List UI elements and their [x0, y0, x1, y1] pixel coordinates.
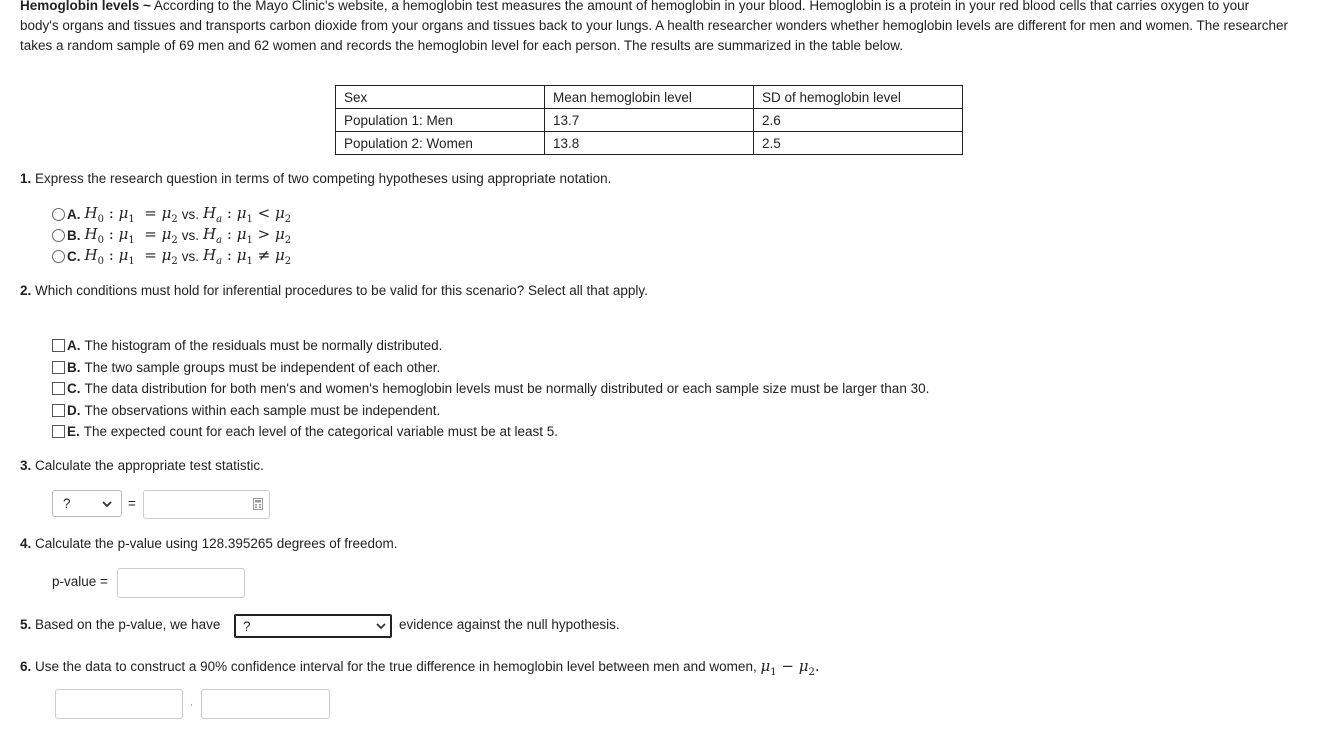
- vs-text: vs.: [181, 207, 200, 222]
- table-cell: 13.7: [545, 109, 754, 132]
- operator: >: [257, 225, 271, 243]
- question-text: Express the research question in terms of two competing hypotheses using appropriate notation.: [31, 171, 612, 186]
- question-number: 4.: [20, 536, 32, 551]
- ci-separator: ,: [190, 697, 193, 708]
- evidence-select[interactable]: [234, 614, 392, 638]
- ci-lower-input[interactable]: [55, 689, 183, 719]
- table-cell: Population 1: Men: [336, 109, 545, 132]
- select-value: ?: [243, 618, 251, 634]
- select-value: ?: [63, 496, 71, 511]
- option-text: The observations within each sample must be independent.: [84, 403, 441, 418]
- q2-option-a[interactable]: [52, 335, 442, 356]
- q2-option-e[interactable]: [52, 421, 558, 442]
- table-cell: 13.8: [545, 132, 754, 155]
- question-text: Which conditions must hold for inferential procedures to be valid for this scenario? Select all that apply.: [31, 283, 648, 298]
- intro-paragraph: [20, 0, 1290, 56]
- q1-option-b[interactable]: [52, 225, 291, 246]
- option-letter: E.: [67, 424, 80, 439]
- q2-option-d[interactable]: [52, 400, 440, 421]
- table-header-cell: Sex: [336, 86, 545, 109]
- table-header-row: [336, 86, 963, 109]
- checkbox[interactable]: [52, 382, 65, 395]
- question-6: [20, 657, 820, 678]
- p-value-label: p-value =: [52, 574, 108, 589]
- question-text: Calculate the appropriate test statistic.: [31, 458, 264, 473]
- radio-button[interactable]: [52, 229, 65, 242]
- question-number: 5.: [20, 617, 32, 632]
- q1-option-c[interactable]: [52, 246, 291, 267]
- checkbox[interactable]: [52, 361, 65, 374]
- ci-upper-input[interactable]: [201, 689, 330, 719]
- question-text: Based on the p-value, we have: [31, 617, 221, 632]
- hypothesis-expression: $H_0$ : $\mu_1 = \mu_2$: [84, 246, 178, 267]
- checkbox[interactable]: [52, 339, 65, 352]
- question-2: [20, 283, 648, 298]
- option-letter: B.: [67, 360, 81, 375]
- option-text: The histogram of the residuals must be normally distributed.: [84, 338, 443, 353]
- intro-text: According to the Mayo Clinic's website, a hemoglobin test measures the amount of hemoglobin in your blood. Hemoglobin is a protein in your red blood cells that carries oxygen to your body's organs and tissues and transports carbon dioxide from your organs and tissues back to your lungs. A health researcher wonders whether hemoglobin levels are different for men and women. The researcher takes a random sample of 69 men and 62 women and records the hemoglobin level for each person. The results are summarized in the table below.: [20, 0, 1289, 53]
- question-number: 6.: [20, 659, 32, 674]
- hypothesis-expression: $H_0$ : $\mu_1 = \mu_2$: [84, 225, 178, 246]
- p-value-input[interactable]: [117, 568, 245, 598]
- checkbox[interactable]: [52, 404, 65, 417]
- q1-option-a[interactable]: [52, 204, 291, 225]
- question-number: 1.: [20, 171, 32, 186]
- intro-title: Hemoglobin levels ~: [20, 0, 151, 13]
- test-statistic-select[interactable]: [52, 490, 122, 517]
- table-row: [336, 132, 963, 155]
- option-letter: D.: [67, 403, 81, 418]
- question-text: Calculate the p-value using 128.395265 degrees of freedom.: [31, 536, 398, 551]
- table-cell: 2.5: [754, 132, 963, 155]
- question-4: [20, 536, 398, 551]
- q2-option-c[interactable]: [52, 378, 929, 399]
- table-row: [336, 109, 963, 132]
- test-statistic-input[interactable]: [143, 490, 270, 519]
- calculator-icon[interactable]: [253, 498, 263, 510]
- table-cell: Population 2: Women: [336, 132, 545, 155]
- hypothesis-expression: $H_a$ : $\mu_1 \ne \mu_2$: [203, 246, 292, 267]
- operator: <: [257, 204, 271, 222]
- option-letter: C.: [67, 249, 81, 264]
- q2-option-b[interactable]: [52, 357, 440, 378]
- question-text-after: evidence against the null hypothesis.: [399, 617, 620, 632]
- hypothesis-expression: $H_a$ : $\mu_1 > \mu_2$: [203, 225, 292, 246]
- table-header-cell: SD of hemoglobin level: [754, 86, 963, 109]
- hypothesis-expression: $H_0$ : $\mu_1 = \mu_2$: [84, 204, 178, 225]
- question-1: [20, 171, 611, 186]
- option-text: The expected count for each level of the categorical variable must be at least 5.: [83, 424, 559, 439]
- option-letter: A.: [67, 338, 81, 353]
- question-number: 2.: [20, 283, 32, 298]
- checkbox[interactable]: [52, 425, 65, 438]
- question-number: 3.: [20, 458, 32, 473]
- vs-text: vs.: [181, 249, 200, 264]
- radio-button[interactable]: [52, 250, 65, 263]
- option-text: The two sample groups must be independent of each other.: [84, 360, 441, 375]
- option-letter: A.: [67, 207, 81, 222]
- option-letter: C.: [67, 381, 81, 396]
- chevron-down-icon: [375, 620, 387, 632]
- chevron-down-icon: [101, 498, 113, 510]
- option-letter: B.: [67, 228, 81, 243]
- table-header-cell: Mean hemoglobin level: [545, 86, 754, 109]
- summary-table: [335, 85, 963, 155]
- question-5: [20, 617, 220, 632]
- table-cell: 2.6: [754, 109, 963, 132]
- equals-sign: =: [128, 496, 136, 511]
- difference-expression: $\mu_1 - \mu_2$.: [760, 657, 820, 678]
- question-3: [20, 458, 264, 473]
- radio-button[interactable]: [52, 208, 65, 221]
- operator: ≠: [257, 246, 271, 264]
- question-text: Use the data to construct a 90% confidence interval for the true difference in hemoglobin level between men and women,: [31, 659, 757, 674]
- hypothesis-expression: $H_a$ : $\mu_1 < \mu_2$: [203, 204, 292, 225]
- option-text: The data distribution for both men's and women's hemoglobin levels must be normally distributed or each sample size must be larger than 30.: [84, 381, 930, 396]
- vs-text: vs.: [181, 228, 200, 243]
